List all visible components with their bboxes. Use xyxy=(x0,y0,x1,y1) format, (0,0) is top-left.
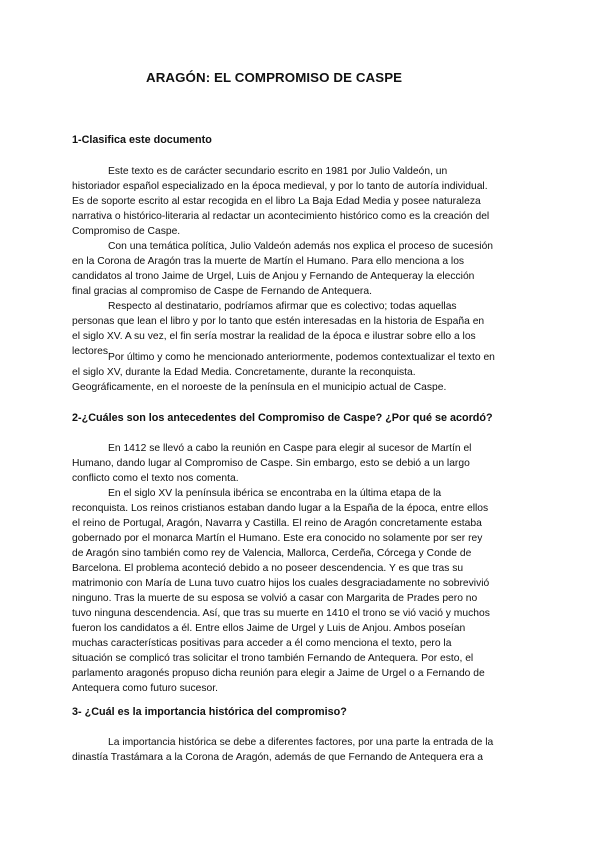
text-line: lectores. xyxy=(72,346,111,357)
section-heading-1: 1-Clasifica este documento xyxy=(72,134,212,146)
text-line: personas que lean el libro y por lo tanto que estén interesadas en la historia de España en xyxy=(72,316,485,327)
text-line: Respecto al destinatario, podríamos afirmar que es colectivo; todas aquellas xyxy=(108,301,457,312)
text-line: Geográficamente, en el noroeste de la península en el municipio actual de Caspe. xyxy=(72,382,447,393)
text-line: reconquista. Los reinos cristianos estaban dando lugar a la España de la época, entre ellos xyxy=(72,503,489,514)
text-line: La importancia histórica se debe a diferentes factores, por una parte la entrada de la xyxy=(108,737,494,748)
text-line: candidatos al trono Jaime de Urgel, Luis de Anjou y Fernando de Antequeray la elección xyxy=(72,271,475,282)
text-line: el reino de Portugal, Aragón, Navarra y Castilla. El reino de Aragón concretamente estaba xyxy=(72,518,482,529)
text-line: conflicto como el texto nos comenta. xyxy=(72,473,239,484)
text-line: matrimonio con María de Luna tuvo cuatro hijos los cuales desgraciadamente no sobrevivió xyxy=(72,578,490,589)
section-heading-3: 3- ¿Cuál es la importancia histórica del compromiso? xyxy=(72,706,347,718)
text-line: Es de soporte escrito al estar recogida en el libro La Baja Edad Media y posee naturaleza xyxy=(72,196,481,207)
text-line: final gracias al compromiso de Caspe de Fernando de Antequera. xyxy=(72,286,372,297)
paragraph xyxy=(72,441,532,486)
paragraph xyxy=(72,164,532,239)
text-line: el siglo XV. A su vez, el fin sería mostrar la realidad de la época e ilustrar sobre ello a los xyxy=(72,331,476,342)
text-line: Por último y como he mencionado anteriormente, podemos contextualizar el texto en xyxy=(108,352,495,363)
text-line: el siglo XV, durante la Edad Media. Concretamente, durante la reconquista. xyxy=(72,367,416,378)
text-line: ninguno. Tras la muerte de su esposa se volvió a casar con Margarita de Prades pero no xyxy=(72,593,478,604)
text-line: En el siglo XV la península ibérica se encontraba en la última etapa de la xyxy=(108,488,442,499)
text-line: Antequera como futuro sucesor. xyxy=(72,683,218,694)
paragraph xyxy=(72,486,532,696)
text-line: tuvo ninguna descendencia. Así, que tras su muerte en 1410 el trono se vió vació y muchos xyxy=(72,608,490,619)
text-line: En 1412 se llevó a cabo la reunión en Caspe para elegir al sucesor de Martín el xyxy=(108,443,472,454)
paragraph xyxy=(72,735,532,765)
text-line: gobernado por el monarca Martín el Humano. Este era conocido no solamente por ser rey xyxy=(72,533,483,544)
text-line: situación se complicó tras solicitar el trono también Fernando de Antequera. Por esto, el xyxy=(72,653,474,664)
paragraph xyxy=(72,350,532,395)
page-title: ARAGÓN: EL COMPROMISO DE CASPE xyxy=(146,70,403,85)
text-line: muchas características positivas para acceder a él como menciona el texto, pero la xyxy=(72,638,452,649)
text-line: Este texto es de carácter secundario escrito en 1981 por Julio Valdeón, un xyxy=(108,166,448,177)
text-line: Compromiso de Caspe. xyxy=(72,226,181,237)
text-line: Barcelona. El problema aconteció debido a no poseer descendencia. Y es que tras su xyxy=(72,563,464,574)
text-line: Con una temática política, Julio Valdeón además nos explica el proceso de sucesión xyxy=(108,241,494,252)
section-heading-2: 2-¿Cuáles son los antecedentes del Compromiso de Caspe? ¿Por qué se acordó? xyxy=(72,412,493,424)
text-line: historiador español especializado en la época medieval, y por lo tanto de autoría individual. xyxy=(72,181,488,192)
text-line: Humano, dando lugar al Compromiso de Caspe. Sin embargo, esto se debió a un largo xyxy=(72,458,470,469)
text-line: dinastía Trastámara a la Corona de Aragón, además de que Fernando de Antequera era a xyxy=(72,752,484,763)
text-line: en la Corona de Aragón tras la muerte de Martín el Humano. Para ello menciona a los xyxy=(72,256,465,267)
text-line: de Aragón sino también como rey de Valencia, Mallorca, Cerdeña, Córcega y Conde de xyxy=(72,548,472,559)
text-line: fueron los candidatos a él. Entre ellos Jaime de Urgel y Luis de Anjou. Ambos poseían xyxy=(72,623,466,634)
text-line: narrativa o histórico-literaria al redactar un acontecimiento histórico como es la creación del xyxy=(72,211,490,222)
paragraph xyxy=(72,239,532,299)
text-line: parlamento aragonés propuso dicha reunión para elegir a Jaime de Urgel o a Fernando de xyxy=(72,668,485,679)
